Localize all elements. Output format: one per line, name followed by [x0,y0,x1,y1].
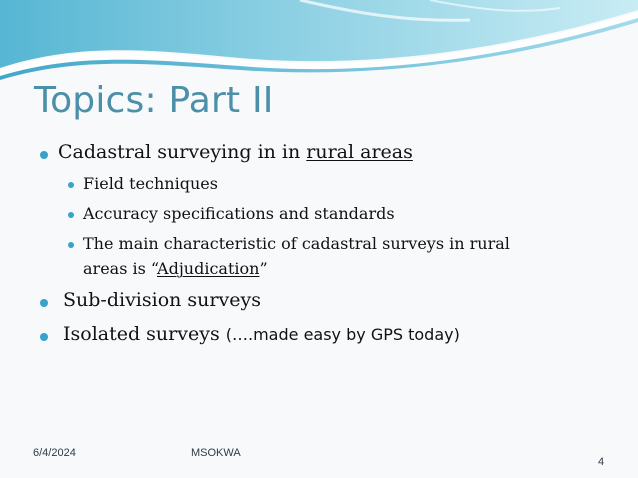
gps-note: (….made easy by GPS today) [225,325,460,344]
sub-bullet-dot-icon [68,182,74,188]
bullet-dot-icon [40,151,48,159]
bullet-text: Cadastral surveying in in [58,141,307,163]
sub-bullet-characteristic-line2 [83,259,268,278]
bullet-text: Isolated surveys [63,323,226,345]
slide-title: Topics: Part II [34,80,274,121]
bullet-text: areas is “ [83,259,158,278]
bullet-cadastral [58,141,413,163]
rural-areas-link[interactable]: rural areas [306,141,413,163]
sub-bullet-field-techniques: Field techniques [83,174,218,193]
sub-bullet-dot-icon [68,212,74,218]
sub-bullet-dot-icon [68,242,74,248]
bullet-dot-icon [40,333,48,341]
bullet-isolated [63,323,460,345]
bullet-text: ” [259,259,268,278]
bullet-sub-division: Sub-division surveys [63,289,261,311]
sub-bullet-characteristic-line1: The main characteristic of cadastral surveys in rural [83,234,510,253]
footer-date: 6/4/2024 [33,447,76,459]
page-number: 4 [598,456,605,468]
footer-author: MSOKWA [191,447,241,459]
sub-bullet-accuracy: Accuracy specifications and standards [83,204,395,223]
bullet-dot-icon [40,299,48,307]
adjudication-link[interactable]: Adjudication [157,259,260,278]
